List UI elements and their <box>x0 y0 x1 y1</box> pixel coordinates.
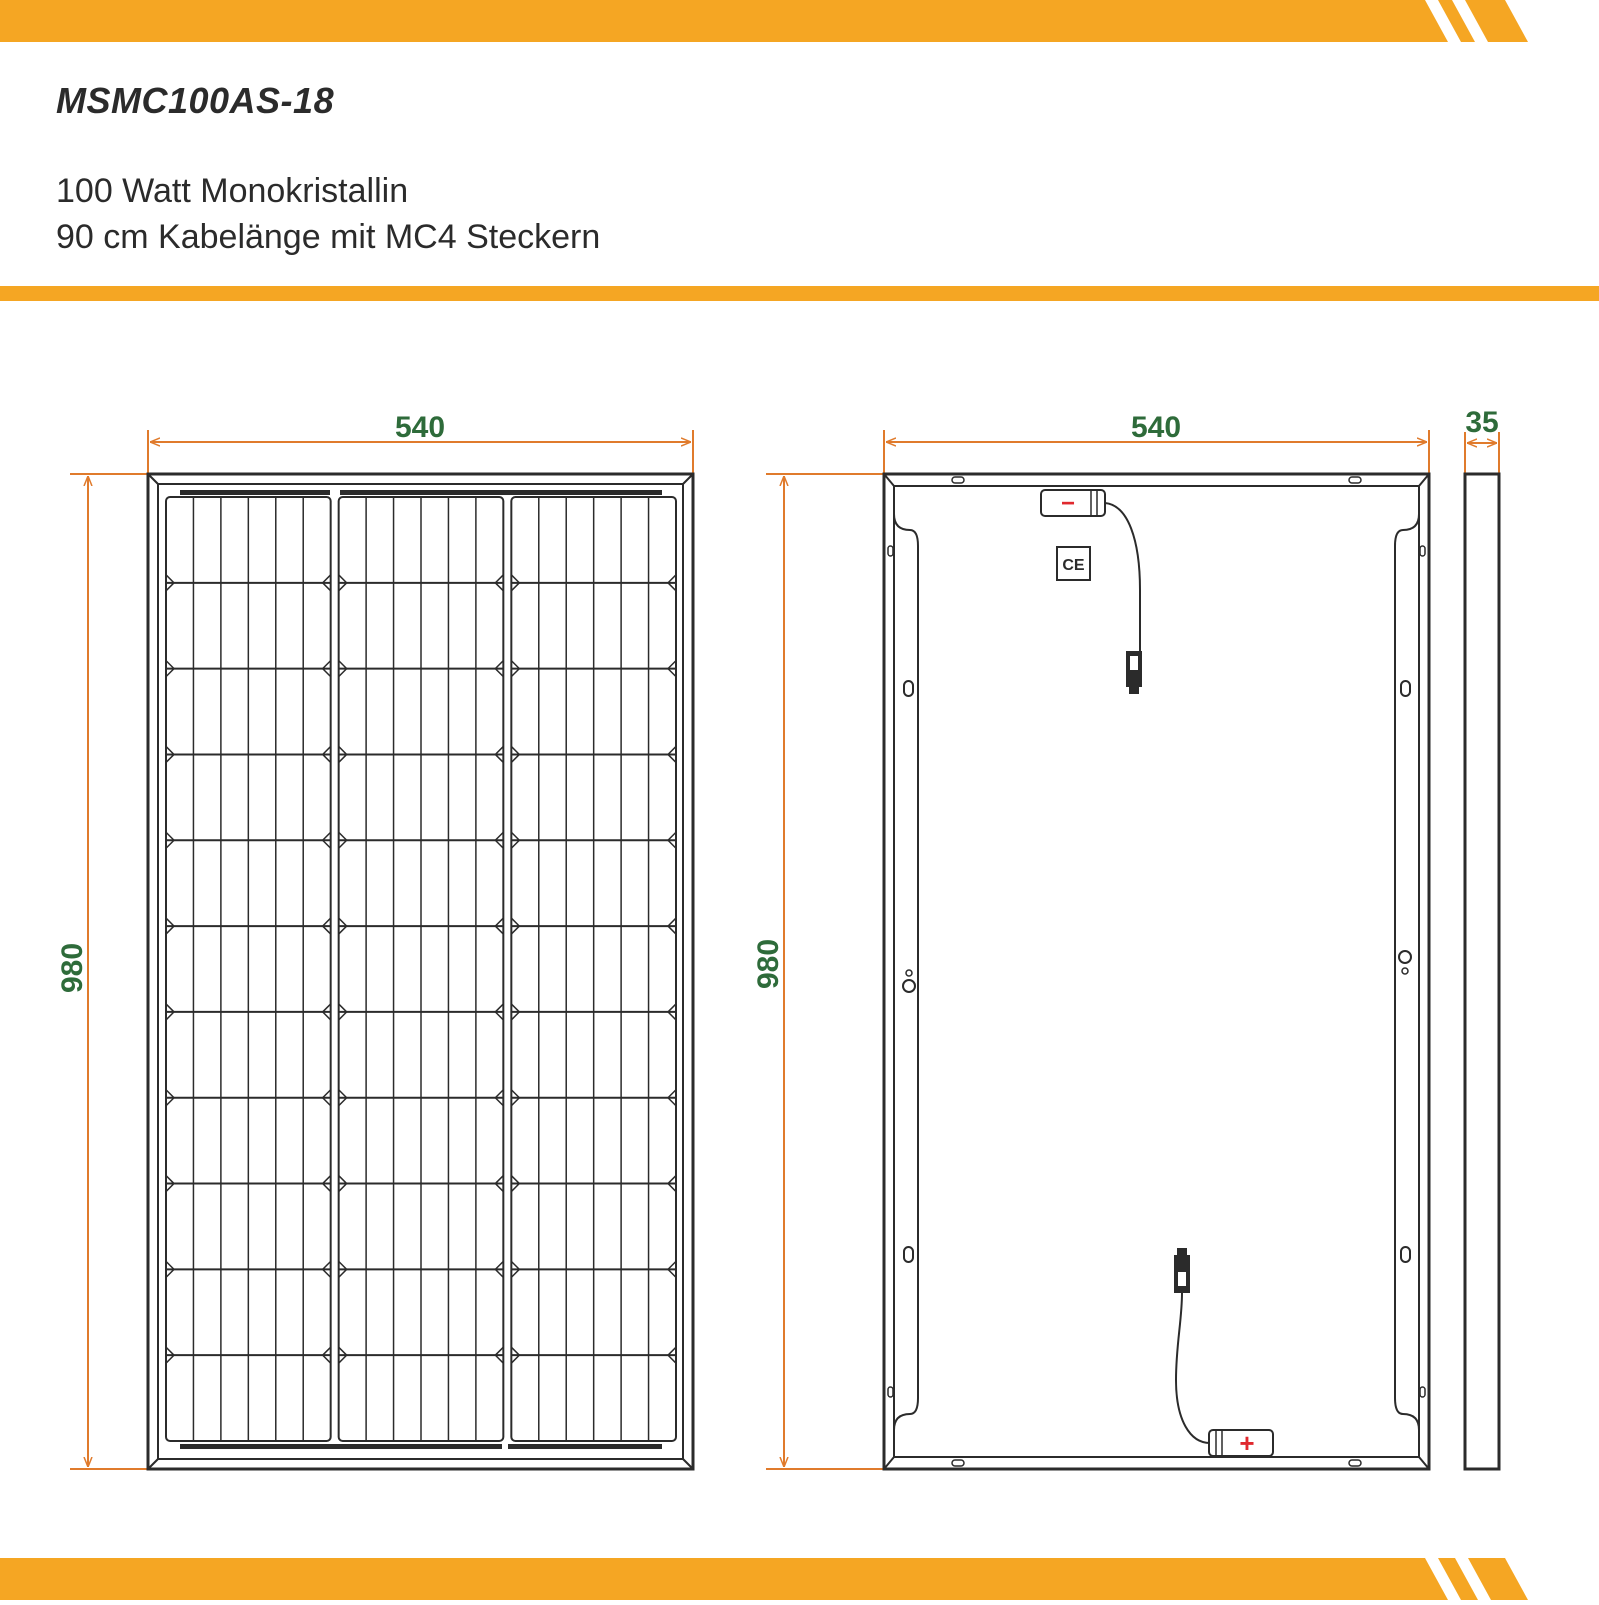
side-slot-right-top <box>1420 546 1425 556</box>
mounting-hole-left-upper <box>904 681 913 696</box>
model-title: MSMC100AS-18 <box>56 80 335 121</box>
drain-slot-tr <box>1349 477 1361 483</box>
back-frame-rim <box>894 486 1419 1457</box>
front-height-label: 980 <box>56 942 89 994</box>
positive-connector-tip <box>1177 1248 1187 1255</box>
spec-cable: 90 cm Kabelänge mit MC4 Steckern <box>56 218 601 256</box>
positive-junction-box <box>1209 1428 1273 1458</box>
negative-terminal-icon: − <box>1060 490 1076 517</box>
side-profile <box>1465 474 1499 1469</box>
mounting-hole-right-lower <box>1401 1247 1410 1262</box>
negative-connector-window <box>1130 656 1138 670</box>
mounting-hole-left-lower <box>904 1247 913 1262</box>
ground-hole-left-small <box>906 970 912 976</box>
negative-mc4-connector <box>1126 651 1142 694</box>
side-slot-right-bottom <box>1420 1387 1425 1397</box>
mounting-hole-right-upper <box>1401 681 1410 696</box>
drain-slot-tl <box>952 477 964 483</box>
negative-connector-tip <box>1129 687 1139 694</box>
side-slot-left-top <box>888 546 893 556</box>
back-view <box>752 411 1429 1469</box>
front-busbar-top-right <box>340 490 662 495</box>
negative-cable <box>1105 503 1140 664</box>
front-busbar-top-left <box>180 490 330 495</box>
positive-terminal-icon: + <box>1239 1428 1255 1458</box>
ground-hole-right <box>1399 951 1411 963</box>
side-view <box>1465 406 1499 1469</box>
spec-power: 100 Watt Monokristallin <box>56 172 409 210</box>
ce-mark: CE <box>1062 557 1085 574</box>
front-busbar-bottom-left <box>180 1444 502 1449</box>
ground-hole-right-small <box>1402 968 1408 974</box>
negative-junction-box <box>1041 490 1105 517</box>
front-width-label: 540 <box>394 411 446 444</box>
back-height-label: 980 <box>752 938 785 990</box>
back-width-label: 540 <box>1130 411 1182 444</box>
front-cell-grid <box>166 497 676 1441</box>
side-slot-left-bottom <box>888 1387 893 1397</box>
positive-connector-window <box>1178 1272 1186 1286</box>
back-inner-flange <box>894 486 1419 1457</box>
ground-hole-left <box>903 980 915 992</box>
front-busbar-bottom-right <box>508 1444 662 1449</box>
positive-mc4-connector <box>1174 1248 1190 1293</box>
positive-cable <box>1176 1293 1210 1443</box>
drain-slot-bl <box>952 1460 964 1466</box>
drain-slot-br <box>1349 1460 1361 1466</box>
back-outer-frame <box>884 474 1429 1469</box>
front-view <box>56 411 693 1469</box>
side-depth-label: 35 <box>1465 406 1499 439</box>
